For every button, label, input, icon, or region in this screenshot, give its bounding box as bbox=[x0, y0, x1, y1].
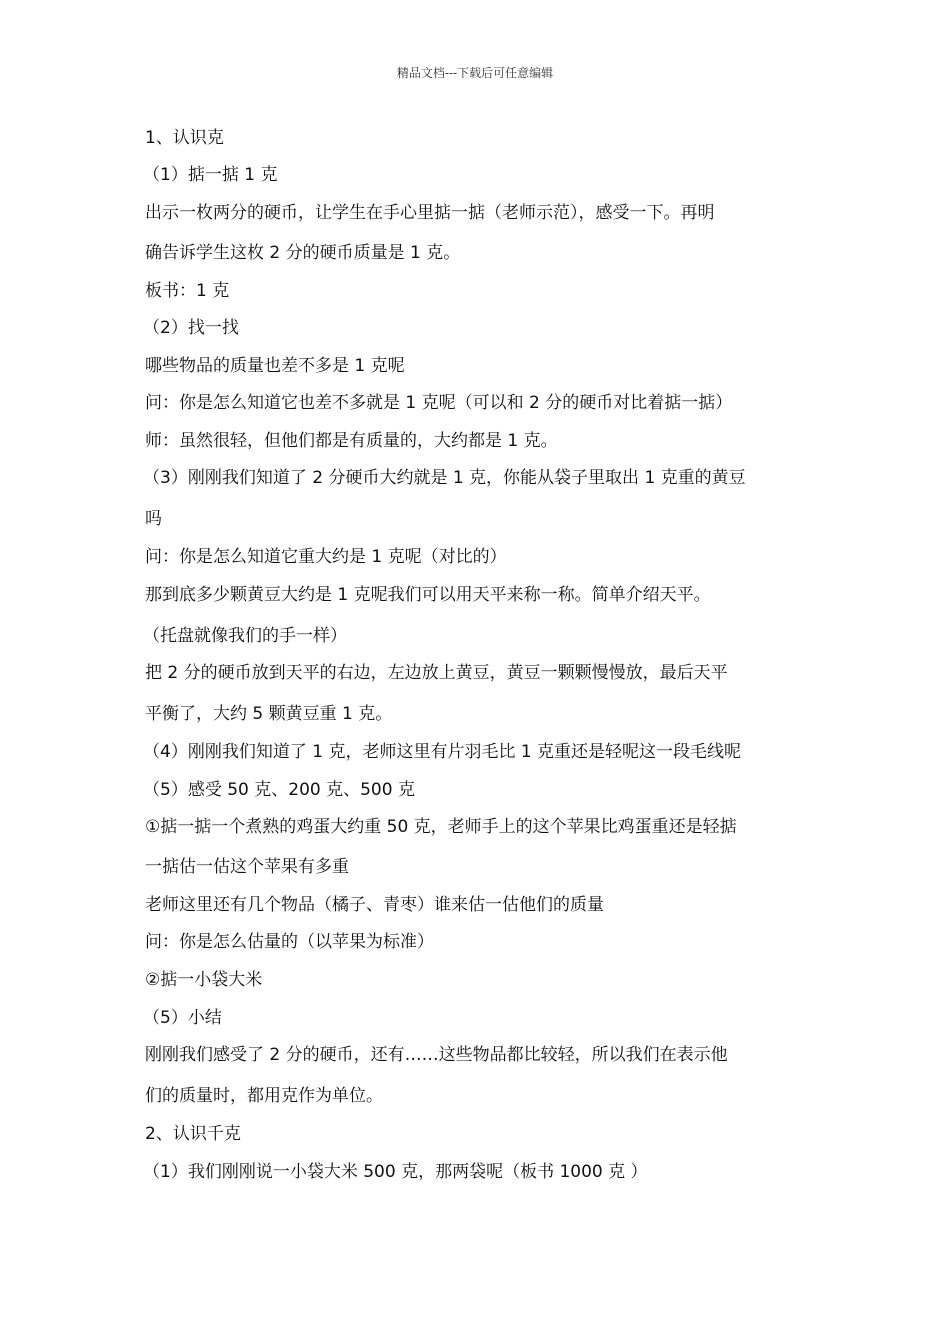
subsection-heading: （1）掂一掂 1 克 bbox=[143, 165, 278, 185]
paragraph-line: 平衡了，大约 5 颗黄豆重 1 克。 bbox=[145, 704, 393, 724]
paragraph-line: 那到底多少颗黄豆大约是 1 克呢我们可以用天平来称一称。简单介绍天平。 bbox=[145, 585, 711, 605]
paragraph-line: 师：虽然很轻，但他们都是有质量的，大约都是 1 克。 bbox=[145, 431, 558, 451]
subsection-heading: （5）小结 bbox=[143, 1008, 222, 1028]
paragraph-line: ①掂一掂一个煮熟的鸡蛋大约重 50 克，老师手上的这个苹果比鸡蛋重还是轻掂 bbox=[145, 817, 737, 837]
paragraph-line: 出示一枚两分的硬币，让学生在手心里掂一掂（老师示范），感受一下。再明 bbox=[145, 203, 715, 223]
paragraph-line: 板书：1 克 bbox=[145, 281, 230, 301]
paragraph-line: 问：你是怎么知道它重大约是 1 克呢（对比的） bbox=[145, 547, 507, 567]
subsection-heading: （5）感受 50 克、200 克、500 克 bbox=[143, 780, 415, 800]
paragraph-line: 老师这里还有几个物品（橘子、青枣）谁来估一估他们的质量 bbox=[145, 895, 604, 915]
subsection-heading: （4）刚刚我们知道了 1 克，老师这里有片羽毛比 1 克重还是轻呢这一段毛线呢 bbox=[143, 742, 742, 762]
subsection-heading: （3）刚刚我们知道了 2 分硬币大约就是 1 克，你能从袋子里取出 1 克重的黄豆 bbox=[143, 468, 746, 488]
paragraph-line: ②掂一小袋大米 bbox=[145, 970, 263, 990]
section-heading: 2、认识千克 bbox=[145, 1124, 241, 1144]
paragraph-line: 把 2 分的硬币放到天平的右边，左边放上黄豆，黄豆一颗颗慢慢放，最后天平 bbox=[145, 663, 728, 683]
paragraph-line: （托盘就像我们的手一样） bbox=[143, 626, 347, 646]
paragraph-line: 吗 bbox=[145, 509, 162, 529]
paragraph-line: 们的质量时，都用克作为单位。 bbox=[145, 1086, 383, 1106]
paragraph-line: 确告诉学生这枚 2 分的硬币质量是 1 克。 bbox=[145, 243, 461, 263]
paragraph-line: 哪些物品的质量也差不多是 1 克呢 bbox=[145, 356, 405, 376]
paragraph-line: 问：你是怎么估量的（以苹果为标准） bbox=[145, 932, 434, 952]
section-heading: 1、认识克 bbox=[145, 128, 224, 148]
paragraph-line: 一掂估一估这个苹果有多重 bbox=[145, 857, 349, 877]
paragraph-line: 问：你是怎么知道它也差不多就是 1 克呢（可以和 2 分的硬币对比着掂一掂） bbox=[145, 393, 733, 413]
page-header: 精品文档---下载后可任意编辑 bbox=[396, 66, 554, 80]
subsection-heading: （2）找一找 bbox=[143, 318, 239, 338]
paragraph-line: 刚刚我们感受了 2 分的硬币，还有……这些物品都比较轻，所以我们在表示他 bbox=[145, 1045, 728, 1065]
subsection-heading: （1）我们刚刚说一小袋大米 500 克，那两袋呢（板书 1000 克 ） bbox=[143, 1162, 648, 1182]
